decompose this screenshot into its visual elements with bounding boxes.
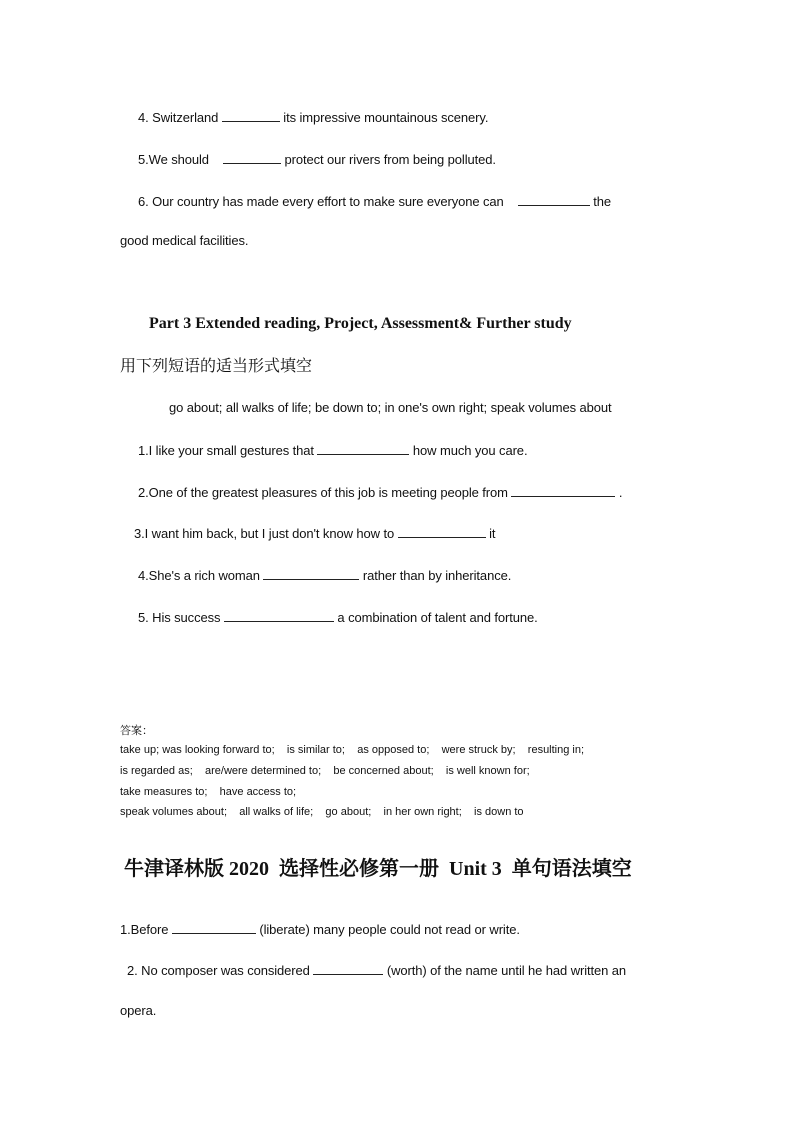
exercise-item-6-continuation: good medical facilities.	[120, 233, 249, 248]
item-text-before: 1.Before	[120, 922, 172, 937]
answer-blank[interactable]	[263, 566, 359, 580]
answers-line: speak volumes about; all walks of life; go about; in her own right; is down to	[120, 806, 524, 818]
item-text-before: 5.We should	[138, 152, 223, 167]
answer-blank[interactable]	[511, 483, 615, 497]
exercise-item-1	[138, 441, 527, 458]
exercise-item-2	[127, 961, 626, 978]
answers-label: 答案：	[120, 724, 153, 737]
answer-blank[interactable]	[518, 192, 590, 206]
exercise-item-3	[134, 524, 495, 541]
item-text-before: 2. No composer was considered	[127, 963, 314, 978]
exercise-item-5	[138, 150, 496, 167]
item-text-before: 5. His success	[138, 610, 224, 625]
answer-blank[interactable]	[313, 961, 383, 975]
item-text-before: 2.One of the greatest pleasures of this job is meeting people from	[138, 485, 512, 500]
item-text-after: a combination of talent and fortune.	[333, 610, 538, 625]
exercise-item-6	[138, 192, 611, 209]
answer-blank[interactable]	[398, 524, 486, 538]
answer-blank[interactable]	[223, 150, 281, 164]
exercise-item-2-continuation: opera.	[120, 1003, 157, 1018]
exercise-item-5	[138, 608, 538, 625]
item-text-before: 6. Our country has made every effort to make sure everyone can	[138, 194, 518, 209]
answer-blank[interactable]	[222, 108, 280, 122]
item-text-before: 4.She's a rich woman	[138, 568, 264, 583]
section-heading: Part 3 Extended reading, Project, Assessment& Further study	[149, 315, 572, 332]
answer-blank[interactable]	[317, 441, 409, 455]
answers-line: take measures to; have access to;	[120, 786, 297, 798]
answer-blank[interactable]	[224, 608, 334, 622]
item-text-after: .	[615, 485, 623, 500]
exercise-item-4	[138, 108, 488, 125]
answers-line: is regarded as; are/were determined to; be concerned about; is well known for;	[120, 765, 530, 777]
item-text-after: rather than by inheritance.	[359, 568, 512, 583]
item-text-after: (liberate) many people could not read or write.	[255, 922, 520, 937]
item-text-after: protect our rivers from being polluted.	[280, 152, 496, 167]
item-text-after: (worth) of the name until he had written an	[383, 963, 627, 978]
document-title: 牛津译林版 2020 选择性必修第一册 Unit 3 单句语法填空	[124, 858, 632, 880]
item-text-after: it	[485, 526, 496, 541]
exercise-item-4	[138, 566, 511, 583]
item-text-after: its impressive mountainous scenery.	[279, 110, 489, 125]
word-bank: go about; all walks of life; be down to; in one's own right; speak volumes about	[169, 400, 612, 415]
answers-line: take up; was looking forward to; is similar to; as opposed to; were struck by; resulting in;	[120, 744, 585, 756]
section-instruction: 用下列短语的适当形式填空	[120, 356, 313, 375]
item-text-before: 1.I like your small gestures that	[138, 443, 318, 458]
item-text-before: 4. Switzerland	[138, 110, 222, 125]
answer-blank[interactable]	[172, 920, 256, 934]
item-text-before: 3.I want him back, but I just don't know how to	[134, 526, 398, 541]
exercise-item-2	[138, 483, 622, 500]
item-text-after: the	[589, 194, 612, 209]
exercise-item-1	[120, 920, 520, 937]
item-text-after: how much you care.	[409, 443, 528, 458]
